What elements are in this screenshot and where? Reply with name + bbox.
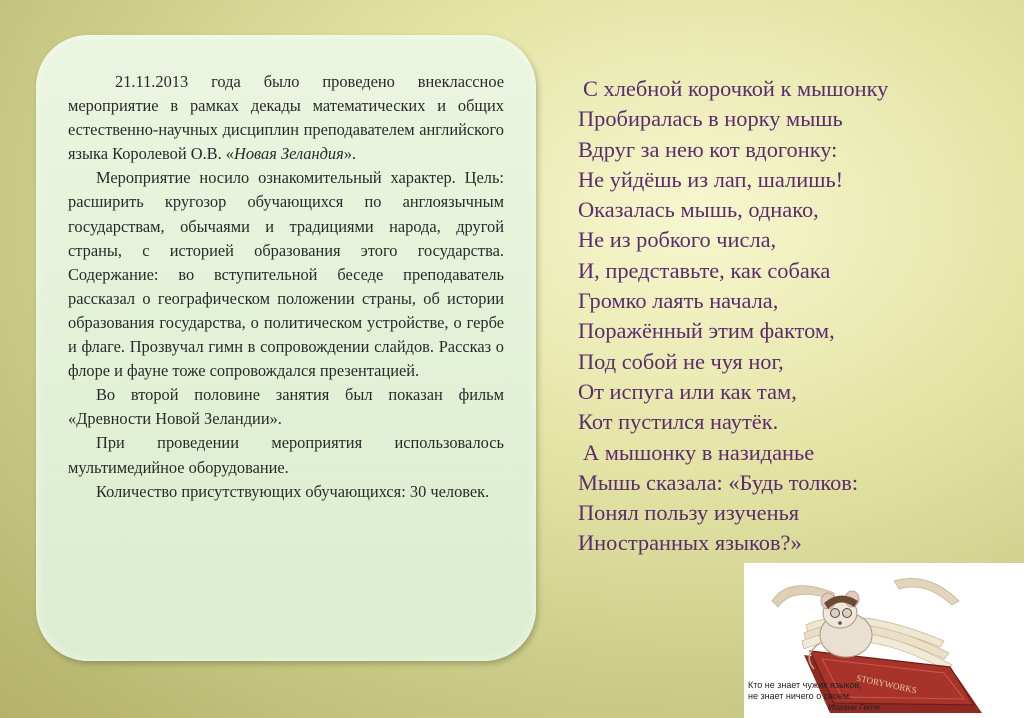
poem-line: Вдруг за нею кот вдогонку:	[578, 136, 838, 162]
poem-line: И, представьте, как собака	[578, 257, 831, 283]
poem-line: Иностранных языков?»	[578, 530, 802, 556]
poem-line: Пробиралась в норку мышь	[578, 106, 843, 132]
poem-line: С хлебной корочкой к мышонку	[583, 76, 889, 101]
poem	[578, 74, 888, 559]
poem-line: Не из робкого числа,	[578, 227, 777, 253]
poem-line: Под собой не чуя ног,	[578, 348, 784, 374]
poem-line: А мышонку в назиданье	[583, 439, 815, 465]
report-paragraph-5: Количество присутствующих обучающихся: 30 человек.	[96, 481, 490, 501]
poem-line: Мышь сказала: «Будь толков:	[578, 469, 859, 495]
mouse-book-illustration	[744, 563, 1024, 718]
report-paragraph-2: Мероприятие носило ознакомительный характер. Цель: расширить кругозор обучающихся по англоязычным государствам, обычаями и традициями народа, другой страны, с историей образования этого государства. Содержание: во вступительной беседе преподаватель рассказал о географическом положении страны, об истории образования государства, о политическом устройстве, о гербе и флаге. Прозвучал гимн в сопровождении слайдов. Рассказ о флоре и фауне тоже сопровождался презентацией.	[68, 168, 504, 381]
poem-line: Оказалась мышь, однако,	[578, 197, 819, 223]
poem-line: Не уйдёшь из лап, шалишь!	[578, 166, 844, 192]
quote-author: Иоганн Гете	[827, 702, 880, 712]
poem-line: Поражённый этим фактом,	[578, 318, 835, 344]
poem-line: Понял пользу изученья	[578, 500, 800, 526]
report-text	[68, 70, 504, 504]
poem-line: От испуга или как там,	[578, 378, 797, 404]
book-label: STORYWORKS	[855, 672, 918, 696]
report-paragraph-4: При проведении мероприятия использовалось мультимедийное оборудование.	[68, 433, 504, 477]
report-paragraph-3: Во второй половине занятия был показан фильм «Древности Новой Зеландии».	[68, 385, 504, 429]
report-paragraph-1: 21.11.2013 года было проведено внеклассное мероприятие в рамках декады математических и общих естественно-научных дисциплин преподавателем английского языка Королевой О.В. «Новая Зеландия».	[68, 72, 504, 164]
poem-line: Громко лаять начала,	[578, 288, 779, 314]
goethe-quote: Кто не знает чужих языков, не знает ничего о своем. Иоганн Гете	[748, 680, 898, 713]
event-title: Новая Зеландия	[234, 144, 344, 164]
poem-line: Кот пустился наутёк.	[578, 409, 779, 435]
